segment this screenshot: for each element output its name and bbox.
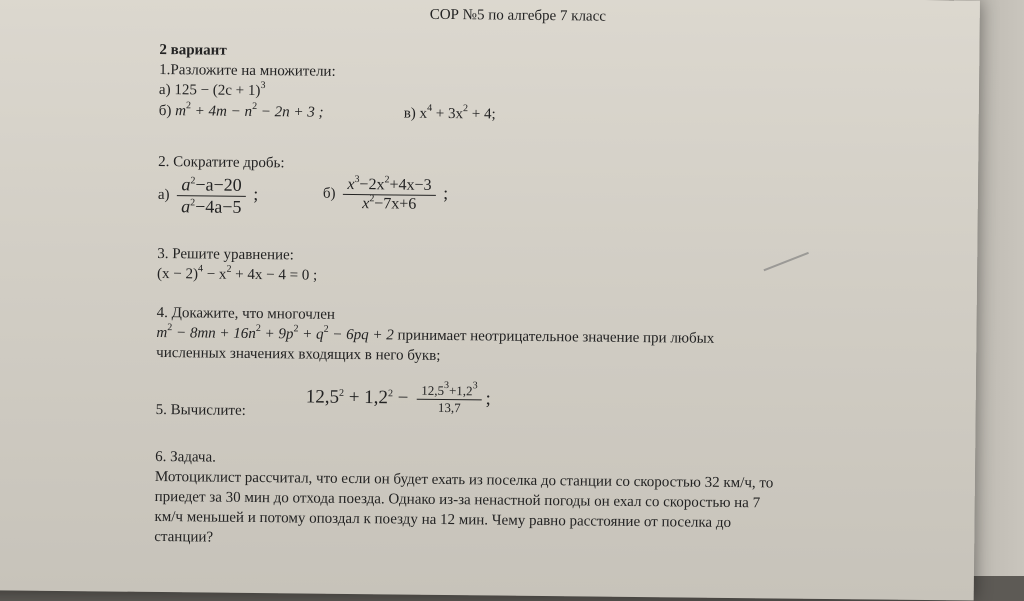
document-title: СОР №5 по алгебре 7 класс — [429, 6, 607, 25]
task5-num-1: 12,5 — [421, 382, 445, 398]
task2-b-numerator — [343, 176, 435, 196]
task1-b-expr-3: − 2n + 3 ; — [256, 104, 324, 121]
task1-a-expr: 125 − (2c + 1) — [174, 82, 261, 100]
task3-expr — [156, 263, 318, 285]
task1-b — [158, 100, 324, 122]
task1-c-exp-2: 2 — [463, 103, 469, 115]
task2-b-den-1: x — [362, 195, 370, 213]
task2-b-num-exp-1: 3 — [354, 174, 360, 186]
task2-prompt: 2. Сократите дробь: — [158, 153, 285, 172]
task4-expr-2: − 8mn + 16n — [172, 325, 256, 343]
task2-a-den-2: −4a−5 — [195, 196, 242, 217]
task2-b-num-2: −2x — [359, 176, 385, 194]
task2-b-fraction — [343, 176, 436, 214]
task1-c — [403, 102, 496, 124]
task5-num-exp-2: 3 — [472, 380, 478, 392]
task5-denominator: 13,7 — [437, 399, 461, 416]
task1-c-expr-2: + 3x — [431, 105, 464, 123]
task3-expr-3: + 4x − 4 = 0 ; — [231, 266, 318, 284]
task6-prompt: 6. Задача. — [155, 448, 217, 466]
task2-a-label: а) — [157, 186, 170, 204]
task2-b-num-1: x — [347, 175, 355, 194]
task3-prompt: 3. Решите уравнение: — [157, 245, 294, 264]
task1-b-expr-1: m — [175, 103, 187, 120]
task1-prompt: 1.Разложите на множители: — [159, 61, 336, 80]
task5-expr-2: + 1,2 — [343, 386, 389, 409]
task2-b-den-2: −7x+6 — [374, 195, 417, 213]
task4-expr-3: + 9p — [260, 326, 294, 343]
task4-text-1: принимает неотрицательное значение при любых — [393, 327, 715, 347]
task6-line-4: станции? — [154, 528, 214, 546]
task2-a-numerator — [177, 174, 246, 197]
task5-exp-1: 2 — [338, 387, 345, 399]
task2-a — [158, 174, 259, 218]
task1-c-exp-1: 4 — [427, 102, 433, 114]
task1-b-expr-2: + 4m − n — [190, 103, 253, 120]
task3-exp-2: 2 — [226, 263, 232, 275]
task5-expr-3: − — [392, 387, 409, 409]
task1-a-exp: 3 — [260, 80, 266, 92]
task4-line-1 — [156, 322, 715, 348]
task1-a — [159, 82, 266, 100]
task4-exp-3: 2 — [293, 323, 299, 335]
task2-b-denominator — [343, 195, 435, 214]
task2-a-denominator — [177, 196, 246, 218]
task2-a-semicolon: ; — [253, 183, 259, 204]
task4-exp-2: 2 — [255, 323, 261, 335]
pencil-mark — [763, 252, 808, 271]
task2-b — [323, 176, 449, 214]
task2-b-den-exp: 2 — [369, 193, 375, 205]
task2-a-num-2: −a−20 — [195, 174, 242, 195]
task2-a-num-1: a — [181, 174, 191, 195]
task5-expr — [305, 379, 491, 417]
variant-label: 2 вариант — [159, 41, 227, 59]
task3-expr-2: − x — [202, 266, 227, 283]
task1-b-exp-2: 2 — [252, 100, 258, 113]
task1-b-label: б) — [158, 102, 176, 120]
task2-a-fraction — [177, 174, 246, 218]
task4-exp-4: 2 — [323, 323, 329, 335]
task6-line-2: приедет за 30 мин до отхода поезда. Однако из-за ненастной погоды он ехал со скоростью на 7 — [154, 488, 761, 512]
task2-a-num-exp: 2 — [190, 175, 196, 187]
task2-b-label: б) — [322, 185, 336, 202]
task2-a-den-exp: 2 — [190, 197, 196, 209]
task5-num-2: +1,2 — [448, 383, 473, 399]
task5-expr-1: 12,5 — [305, 386, 340, 408]
task1-a-label: а) — [158, 81, 175, 99]
task6-line-3: км/ч меньшей и потому опоздал к поезду на 12 мин. Чему равно расстояние от поселка до — [154, 508, 732, 531]
task4-expr-4: + q — [298, 326, 324, 343]
task2-b-num-exp-2: 2 — [384, 174, 390, 186]
task5-fraction — [417, 379, 482, 417]
task6-line-1: Мотоциклист рассчитал, что если он будет ехать из поселка до станции со скоростью 32 км/ч, то — [154, 468, 774, 492]
task3-expr-1: (x − 2) — [156, 265, 199, 283]
task2-b-semicolon: ; — [443, 182, 449, 203]
task5-numerator — [417, 379, 482, 401]
task2-b-num-3: +4x−3 — [389, 176, 432, 194]
task4-exp-1: 2 — [167, 322, 173, 334]
task4-expr-5: − 6pq + 2 — [328, 326, 394, 344]
task5-prompt: 5. Вычислите: — [155, 401, 246, 419]
task1-c-expr-1: x — [419, 105, 428, 122]
task3-exp-1: 4 — [197, 263, 204, 275]
task4-prompt: 4. Докажите, что многочлен — [156, 304, 336, 323]
task5-semicolon: ; — [485, 388, 491, 410]
task5-exp-2: 2 — [387, 388, 394, 400]
task1-c-label: в) — [403, 105, 420, 122]
task5-num-exp-1: 3 — [444, 379, 450, 392]
task2-a-den-1: a — [181, 196, 191, 217]
task4-expr-1: m — [156, 324, 168, 342]
task4-line-2: численных значениях входящих в него букв; — [156, 344, 441, 364]
task1-b-exp-1: 2 — [185, 100, 192, 112]
task1-c-expr-3: + 4; — [467, 106, 496, 123]
